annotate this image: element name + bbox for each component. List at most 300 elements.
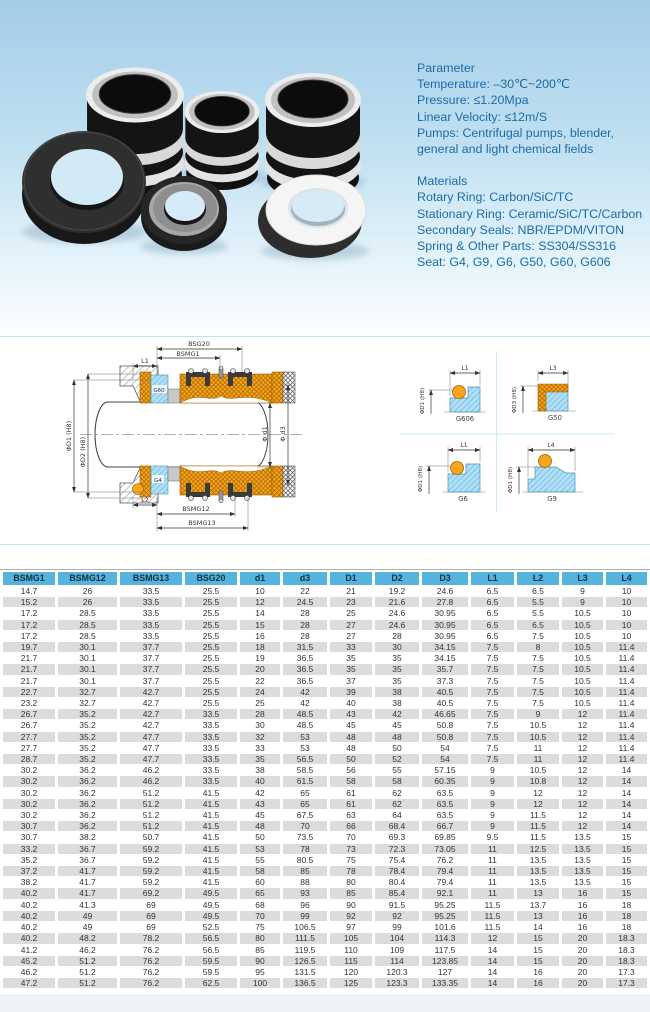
table-cell: 12 [562, 754, 603, 764]
table-cell: 13.7 [529, 899, 547, 910]
table-cell: 25.5 [202, 675, 220, 686]
table-cell: 9 [490, 787, 495, 798]
bottom-band [0, 994, 650, 1012]
table-cell: 10.5 [574, 698, 591, 709]
table-cell: 7.5 [486, 742, 499, 753]
table-cell: 25.5 [185, 620, 237, 630]
table-cell: 48 [240, 821, 280, 831]
table-cell: 76.2 [120, 956, 182, 966]
table-cell: 63 [346, 810, 356, 821]
table-cell: 63.5 [422, 799, 468, 809]
table-cell: 14 [621, 787, 632, 798]
table-cell: 73.5 [296, 832, 314, 843]
dim-label-d2-left: ΦD2 (H8) [79, 436, 87, 468]
table-cell: 54 [440, 742, 450, 753]
table-cell: 7.5 [517, 687, 559, 697]
table-cell: 12 [471, 933, 514, 943]
table-cell: 12 [577, 742, 588, 753]
table-cell: 85 [283, 866, 327, 876]
table-cell: 41.7 [58, 888, 117, 898]
table-cell: 35 [375, 664, 419, 674]
table-cell: 41.5 [202, 810, 220, 821]
table-cell: 9 [580, 586, 585, 596]
materials-line: Rotary Ring: Carbon/SiC/TC [417, 190, 574, 205]
table-cell: 62.5 [185, 978, 237, 988]
table-cell: 21.7 [3, 664, 55, 674]
table-cell: 15 [621, 877, 632, 888]
table-cell: 95.25 [434, 899, 456, 910]
table-cell: 33.5 [185, 776, 237, 786]
table-cell: 6.5 [486, 630, 499, 641]
table-cell: 10.5 [562, 620, 603, 630]
dim-label-bsg20: BSG20 [188, 340, 210, 348]
table-cell: 35.2 [20, 854, 38, 865]
table-row [3, 821, 647, 831]
table-cell: 30.7 [3, 821, 55, 831]
table-cell: 65 [283, 799, 327, 809]
table-cell: 14 [533, 922, 543, 933]
table-cell: 33 [330, 642, 372, 652]
table-cell: 51.2 [58, 956, 117, 966]
table-cell: 12 [577, 765, 588, 776]
table-cell: 33.5 [120, 620, 182, 630]
table-cell: 72.3 [375, 844, 419, 854]
table-cell: 36.5 [296, 675, 314, 686]
table-cell: 20 [562, 956, 603, 966]
table-cell: 6.5 [532, 586, 544, 596]
table-cell: 59.5 [185, 956, 237, 966]
table-cell: 11.5 [484, 922, 501, 933]
table-row [3, 911, 647, 921]
table-cell: 17.3 [618, 966, 635, 977]
table-cell: 14 [606, 776, 647, 786]
table-cell: 36.2 [79, 810, 96, 821]
table-cell: 11 [471, 888, 514, 898]
table-cell: 35.2 [79, 742, 96, 753]
seat-name: G50 [548, 414, 562, 422]
table-cell: 51.2 [120, 821, 182, 831]
table-cell: 42 [255, 787, 265, 798]
table-cell: 37.7 [142, 653, 160, 664]
section-divider [0, 544, 650, 545]
table-cell: 12 [562, 732, 603, 742]
table-cell: 27 [346, 630, 356, 641]
table-cell: 47.7 [120, 732, 182, 742]
table-cell: 20 [562, 933, 603, 943]
table-cell: 41.5 [185, 844, 237, 854]
table-cell: 11.4 [606, 732, 647, 742]
table-cell: 40.2 [20, 922, 38, 933]
table-row [3, 631, 647, 641]
table-cell: 14.7 [20, 586, 38, 596]
quadrant-dividers [400, 352, 614, 512]
table-cell: 76.2 [120, 978, 182, 988]
table-cell: 41.5 [185, 799, 237, 809]
table-cell: 62 [375, 799, 419, 809]
table-cell: 80 [240, 933, 280, 943]
table-cell: 70 [240, 911, 280, 921]
table-cell: 7.5 [471, 709, 514, 719]
table-row [3, 754, 647, 764]
table-row [3, 888, 647, 898]
table-cell: 10.5 [562, 664, 603, 674]
table-cell: 41.5 [202, 832, 220, 843]
table-cell: 38 [255, 765, 265, 776]
table-cell: 6.5 [471, 597, 514, 607]
table-cell: 56.5 [202, 944, 220, 955]
table-cell: 42.7 [120, 709, 182, 719]
table-row [3, 799, 647, 809]
table-cell: 7.5 [532, 653, 544, 664]
table-cell: 28.5 [58, 620, 117, 630]
table-cell: 28.7 [3, 754, 55, 764]
seal-cross-section-diagram [30, 330, 400, 550]
table-cell: 104 [375, 933, 419, 943]
table-cell: 7.5 [486, 675, 499, 686]
table-cell: 6.5 [486, 586, 499, 596]
table-cell: 42.7 [142, 720, 160, 731]
table-cell: 14 [487, 944, 498, 955]
parameter-title: Parameter [417, 61, 475, 75]
table-cell: 7.5 [486, 653, 499, 664]
table-cell: 10.5 [574, 653, 591, 664]
table-cell: 30.7 [20, 832, 38, 843]
table-cell: 93 [283, 888, 327, 898]
table-cell: 7.5 [471, 687, 514, 697]
table-row [3, 698, 647, 708]
table-cell: 48.2 [58, 933, 117, 943]
table-cell: 7.5 [471, 642, 514, 652]
table-cell: 17.2 [3, 620, 55, 630]
table-cell: 30.2 [3, 799, 55, 809]
table-cell: 30.95 [434, 630, 456, 641]
parameter-lines [417, 76, 650, 157]
table-cell: 7.5 [486, 698, 499, 709]
table-cell: 13.5 [574, 877, 591, 888]
table-cell: 14 [487, 966, 498, 977]
o-ring [451, 462, 464, 475]
table-cell: 33.5 [142, 586, 160, 596]
table-cell: 114 [375, 956, 419, 966]
table-cell: 6.5 [486, 608, 499, 619]
table-cell: 30.2 [3, 776, 55, 786]
table-cell: 13.5 [562, 866, 603, 876]
table-cell: 37.7 [142, 675, 160, 686]
table-cell: 35.2 [58, 709, 117, 719]
materials-line: Spring & Other Parts: SS304/SS316 [417, 239, 617, 254]
table-cell: 46.2 [142, 765, 160, 776]
column-header: L2 [517, 572, 559, 585]
dim-label-l1: L1 [141, 357, 149, 365]
table-row [3, 933, 647, 943]
table-cell: 56.5 [185, 933, 237, 943]
table-cell: 50 [330, 754, 372, 764]
table-cell: 59.2 [120, 844, 182, 854]
table-cell: 48 [330, 732, 372, 742]
table-cell: 12 [533, 787, 543, 798]
seat-label-g60: G60 [153, 388, 165, 394]
table-cell: 6.5 [517, 620, 559, 630]
table-cell: 38 [375, 687, 419, 697]
table-cell: 41.5 [202, 854, 220, 865]
table-cell: 37.7 [120, 642, 182, 652]
table-cell: 18.3 [606, 956, 647, 966]
table-cell: 26 [82, 586, 93, 596]
column-header: L4 [606, 572, 647, 585]
seat-diagram-g6 [418, 442, 486, 503]
table-cell: 23.2 [20, 698, 38, 709]
table-cell: 16 [517, 978, 559, 988]
table-cell: 51.2 [142, 810, 160, 821]
table-cell: 11.4 [606, 664, 647, 674]
table-cell: 49.5 [185, 888, 237, 898]
table-cell: 10.5 [574, 630, 591, 641]
table-cell: 22.7 [3, 687, 55, 697]
table-cell: 38 [392, 698, 402, 709]
column-header: d3 [283, 572, 327, 585]
table-cell: 15 [517, 956, 559, 966]
table-cell: 26.7 [3, 709, 55, 719]
table-cell: 114.3 [422, 933, 468, 943]
column-header: BSMG1 [3, 572, 55, 585]
table-cell: 14 [606, 821, 647, 831]
table-cell: 35.2 [79, 720, 96, 731]
table-cell: 30.2 [20, 810, 38, 821]
table-cell: 8 [517, 642, 559, 652]
dimension-table [0, 571, 650, 989]
dim-label: L4 [547, 442, 555, 449]
table-cell: 9 [490, 810, 495, 821]
table-cell: 40.2 [3, 888, 55, 898]
table-cell: 66 [330, 821, 372, 831]
table-cell: 5.5 [532, 608, 544, 619]
table-cell: 11 [471, 866, 514, 876]
table-cell: 9 [471, 799, 514, 809]
table-cell: 16 [577, 922, 588, 933]
table-cell: 40.5 [436, 698, 454, 709]
stationary-seat-ring [141, 176, 227, 251]
table-cell: 85.4 [375, 888, 419, 898]
table-cell: 76.2 [142, 966, 160, 977]
table-cell: 37.7 [120, 664, 182, 674]
table-cell: 45 [255, 810, 265, 821]
seat-detail-diagrams [400, 340, 650, 550]
table-cell: 35 [392, 653, 402, 664]
table-cell: 11.5 [484, 899, 501, 910]
table-cell: 27.7 [20, 742, 38, 753]
table-cell: 25.5 [202, 653, 220, 664]
table-cell: 26 [58, 597, 117, 607]
seat-name: G9 [547, 495, 557, 503]
table-cell: 41.3 [79, 899, 96, 910]
table-cell: 35 [392, 675, 402, 686]
table-cell: 15 [621, 832, 632, 843]
table-top-rule [0, 569, 650, 570]
table-cell: 131.5 [294, 966, 316, 977]
table-cell: 90 [346, 899, 356, 910]
table-cell: 16 [533, 966, 543, 977]
table-cell: 11.5 [530, 810, 546, 821]
table-cell: 49.5 [185, 911, 237, 921]
table-cell: 18.3 [618, 944, 635, 955]
table-cell: 11.4 [618, 675, 635, 686]
table-cell: 49.5 [202, 899, 220, 910]
table-cell: 48.5 [283, 709, 327, 719]
table-cell: 30 [375, 642, 419, 652]
table-row [3, 597, 647, 607]
table-cell: 45 [392, 720, 402, 731]
table-cell: 37.2 [3, 866, 55, 876]
table-cell: 46.2 [79, 944, 96, 955]
table-row [3, 664, 647, 674]
dim-label: ΦD3 (H8) [512, 386, 518, 414]
table-row [3, 732, 647, 742]
table-cell: 61.5 [283, 776, 327, 786]
table-cell: 127 [437, 966, 453, 977]
dim-label: L1 [460, 442, 468, 449]
seat-name: G6 [458, 495, 468, 503]
table-cell: 12 [577, 810, 588, 821]
table-cell: 63.5 [436, 810, 454, 821]
table-cell: 42.7 [120, 687, 182, 697]
table-cell: 33.5 [120, 597, 182, 607]
table-cell: 20 [577, 944, 588, 955]
table-cell: 25.5 [202, 586, 220, 596]
table-cell: 73.05 [422, 844, 468, 854]
table-cell: 19 [255, 653, 265, 664]
table-row [3, 832, 647, 842]
table-cell: 15 [606, 888, 647, 898]
table-cell: 28 [300, 630, 310, 641]
table-cell: 33.2 [3, 844, 55, 854]
table-cell: 50.7 [142, 832, 160, 843]
table-cell: 55 [392, 765, 402, 776]
table-cell: 11.4 [618, 720, 635, 731]
table-cell: 95.25 [422, 911, 468, 921]
table-cell: 32.7 [58, 687, 117, 697]
table-cell: 16 [255, 630, 265, 641]
table-cell: 123.85 [422, 956, 468, 966]
table-cell: 40.2 [20, 899, 38, 910]
dim-label-d3-right: Φ d3 [279, 426, 287, 442]
table-cell: 68 [255, 899, 265, 910]
table-cell: 7.5 [532, 630, 544, 641]
table-cell: 78.2 [120, 933, 182, 943]
table-cell: 10 [606, 620, 647, 630]
table-cell: 68.4 [375, 821, 419, 831]
table-cell: 10.5 [562, 642, 603, 652]
dim-label: L1 [461, 365, 469, 372]
table-row [3, 720, 647, 730]
table-cell: 37 [346, 675, 356, 686]
table-cell: 10.5 [574, 675, 591, 686]
table-cell: 33.5 [142, 630, 160, 641]
table-cell: 79.4 [436, 877, 454, 888]
column-header: BSMG12 [58, 572, 117, 585]
table-cell: 10 [621, 586, 632, 596]
seat-label-g4: G4 [154, 478, 162, 484]
table-cell: 24 [240, 687, 280, 697]
table-row [3, 586, 647, 596]
column-header: D2 [375, 572, 419, 585]
table-cell: 13.5 [529, 854, 547, 865]
table-cell: 36.2 [58, 799, 117, 809]
table-cell: 14 [621, 810, 632, 821]
table-cell: 32 [240, 732, 280, 742]
o-ring [453, 386, 466, 399]
table-cell: 38.2 [79, 832, 96, 843]
table-cell: 25.5 [185, 597, 237, 607]
table-cell: 25.5 [185, 687, 237, 697]
table-cell: 34.15 [422, 642, 468, 652]
table-cell: 33.5 [202, 720, 220, 731]
table-cell: 36.7 [79, 854, 96, 865]
table-cell: 28 [392, 630, 402, 641]
table-cell: 18 [606, 911, 647, 921]
table-row [3, 788, 647, 798]
dim-label-bsmg1: BSMG1 [176, 350, 200, 358]
table-cell: 73 [330, 844, 372, 854]
table-cell: 96 [300, 899, 310, 910]
table-cell: 15 [533, 944, 543, 955]
table-cell: 28 [300, 608, 310, 619]
table-cell: 36.2 [79, 787, 96, 798]
table-header-row [3, 572, 647, 585]
table-cell: 120 [343, 966, 359, 977]
parameter-line: general and light chemical fields [417, 142, 594, 157]
table-cell: 92.1 [422, 888, 468, 898]
table-cell: 34.15 [434, 653, 456, 664]
table-cell: 11.4 [606, 687, 647, 697]
table-cell: 36.5 [296, 653, 314, 664]
table-cell: 25.5 [202, 608, 220, 619]
table-cell: 9.5 [486, 832, 499, 843]
table-cell: 36.7 [58, 844, 117, 854]
table-cell: 11.4 [618, 698, 635, 709]
table-cell: 33.5 [185, 709, 237, 719]
table-cell: 28 [240, 709, 280, 719]
table-cell: 38.2 [20, 877, 38, 888]
table-cell: 28.5 [79, 608, 96, 619]
parameter-line: Temperature: –30℃~200℃ [417, 77, 570, 92]
table-cell: 41.7 [58, 866, 117, 876]
table-cell: 69 [146, 922, 156, 933]
table-cell: 136.5 [283, 978, 327, 988]
table-cell: 13 [517, 911, 559, 921]
table-cell: 21.6 [375, 597, 419, 607]
table-cell: 75 [255, 922, 265, 933]
table-cell: 22 [255, 675, 265, 686]
table-cell: 9 [517, 709, 559, 719]
table-cell: 19.2 [388, 586, 406, 596]
table-cell: 13.5 [574, 854, 591, 865]
table-cell: 15 [606, 866, 647, 876]
table-cell: 106.5 [294, 922, 316, 933]
table-cell: 16 [562, 888, 603, 898]
table-row [3, 967, 647, 977]
table-cell: 14 [471, 956, 514, 966]
table-cell: 12 [240, 597, 280, 607]
table-row [3, 776, 647, 786]
table-cell: 43 [240, 799, 280, 809]
table-cell: 47.7 [120, 754, 182, 764]
materials-section [417, 173, 650, 270]
table-cell: 23 [330, 597, 372, 607]
table-cell: 12 [562, 821, 603, 831]
table-row [3, 743, 647, 753]
table-cell: 33.5 [202, 742, 220, 753]
table-row [3, 900, 647, 910]
